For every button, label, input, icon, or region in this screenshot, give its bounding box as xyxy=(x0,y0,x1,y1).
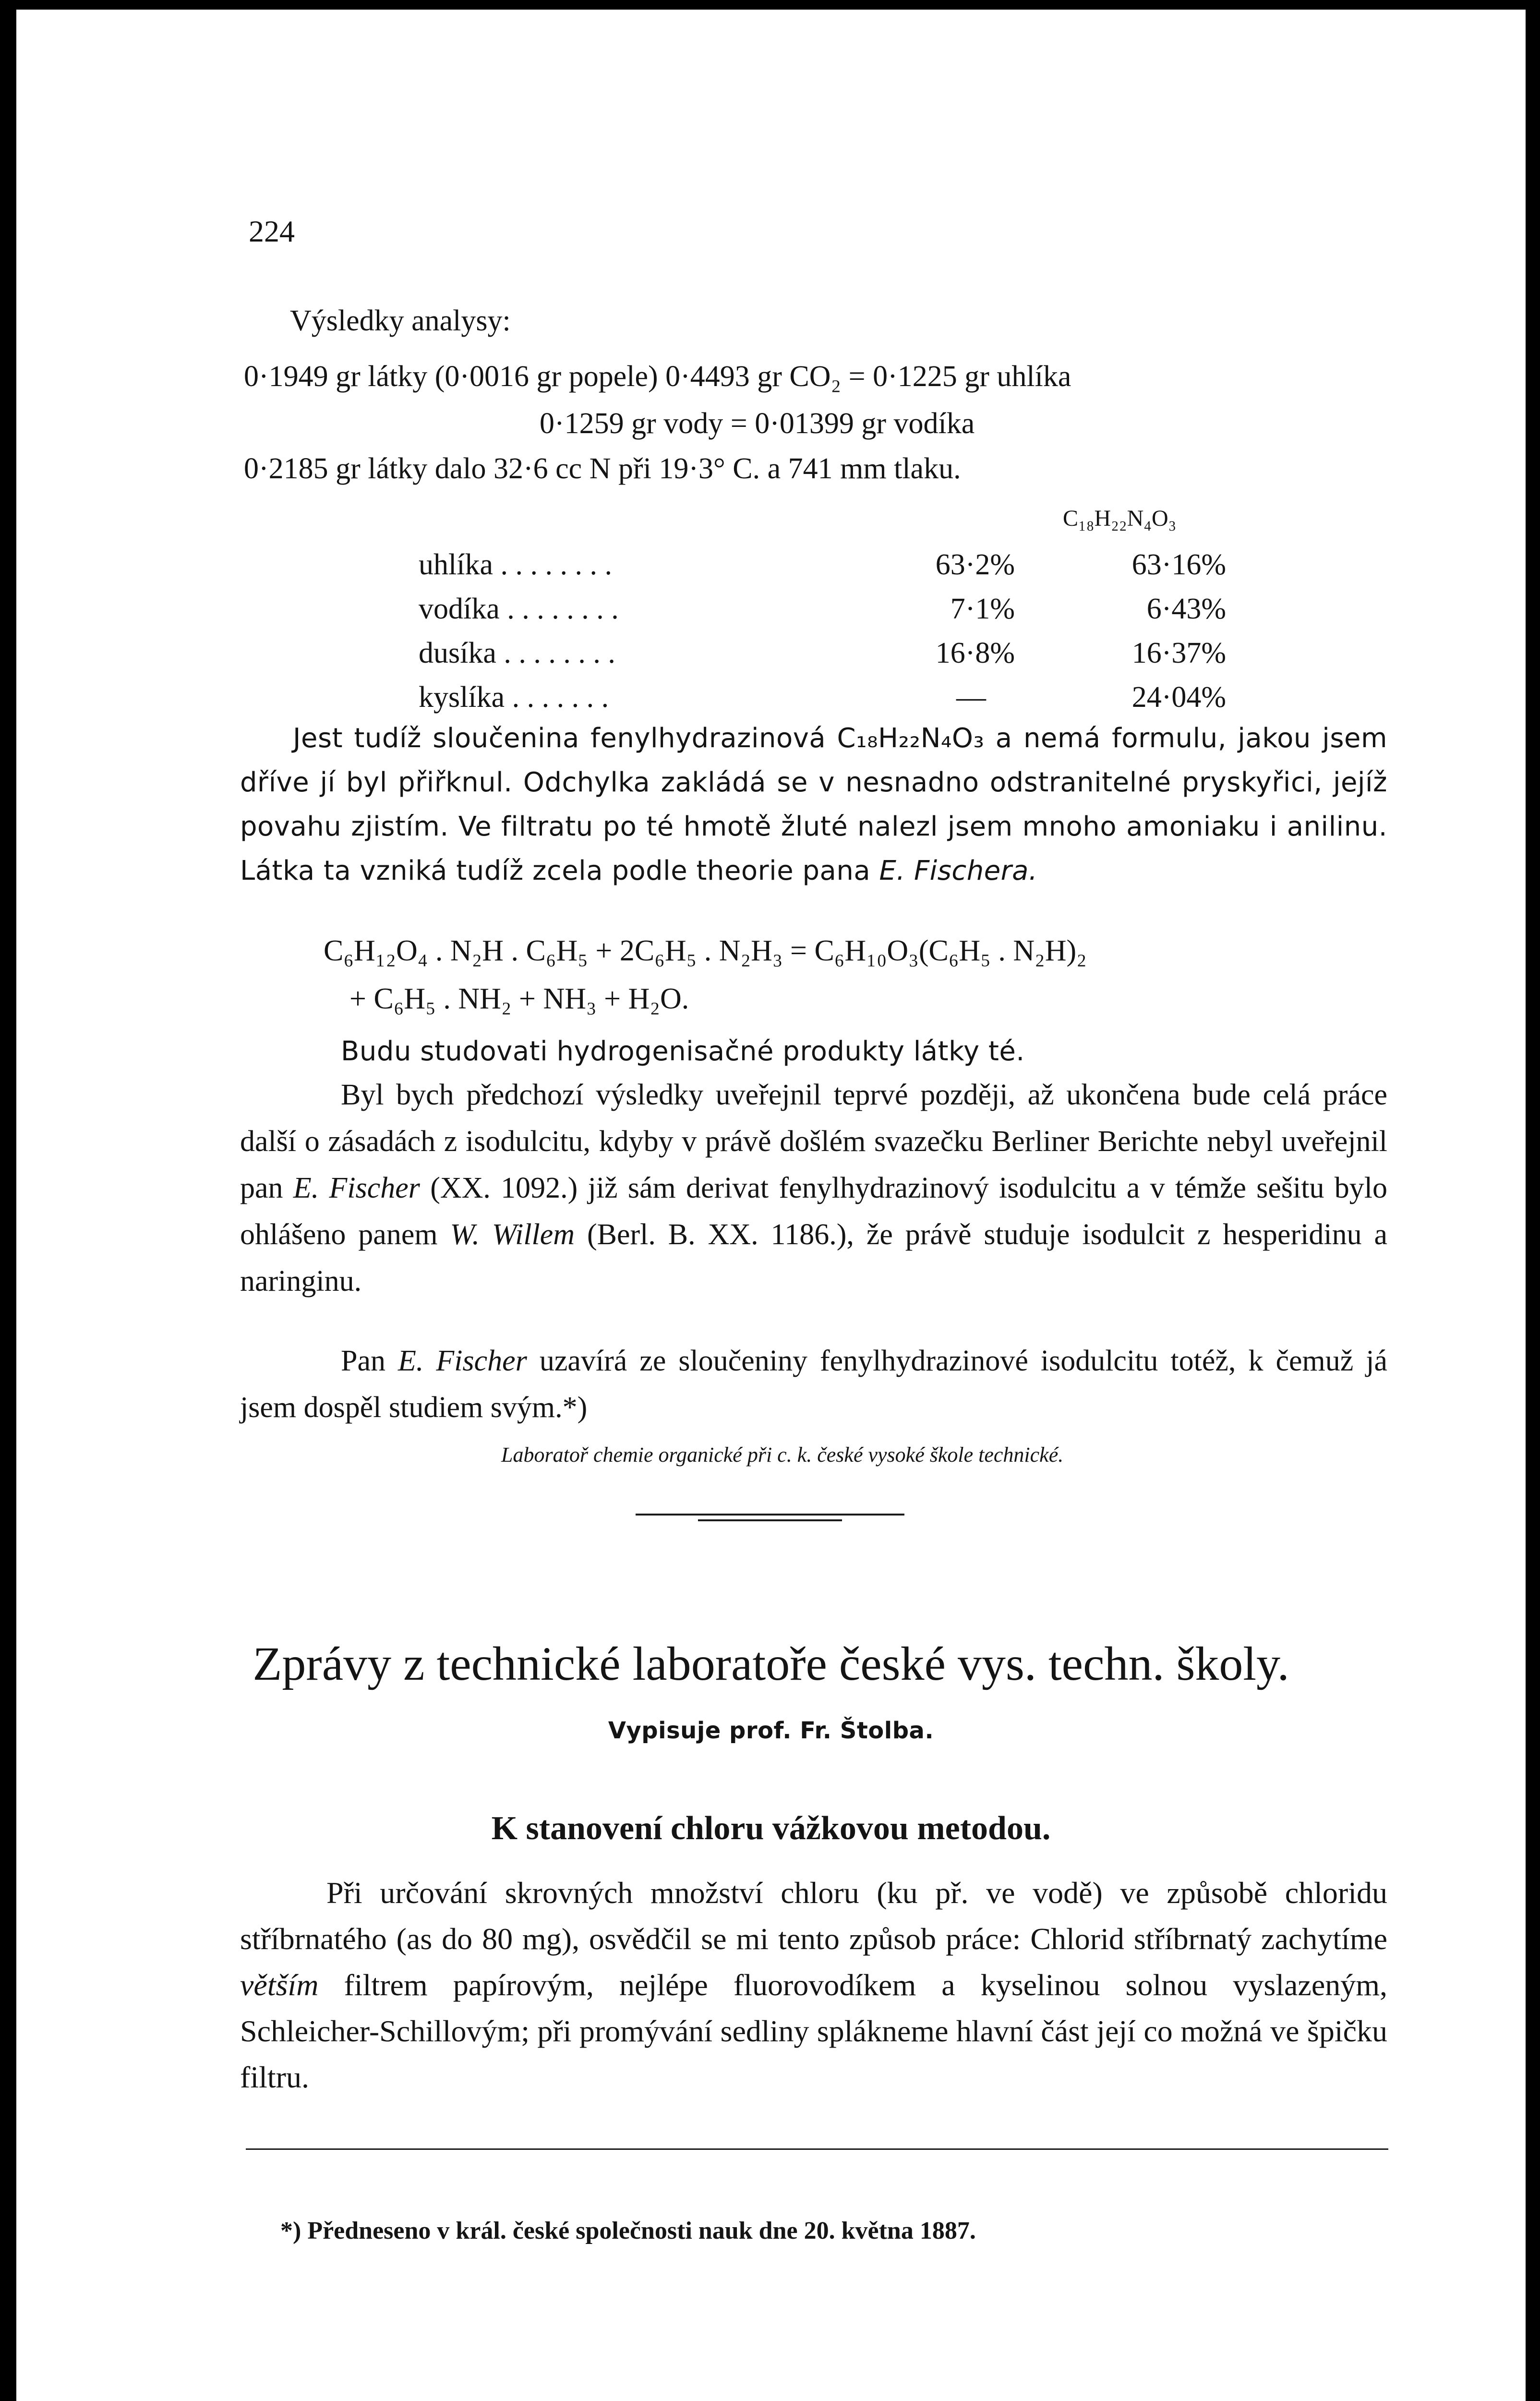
section-byline: Vypisuje prof. Fr. Štolba. xyxy=(608,1717,934,1744)
formula-header: C₁₈H₂₂N₄O₃ xyxy=(1063,506,1177,531)
row-found: 7·1% xyxy=(950,593,1015,625)
paragraph-compound: Jest tudíž sloučenina fenylhydrazinová C₁₈H₂₂N₄O₃ a nemá formulu, jakou jsem dříve jí byl přiřknul. Odchylka zakládá se v nesnadno odstranitelné pryskyřici, jejíž povahu zjistím. Ve filtratu po té hmotě žluté nalezl jsem mnoho amoniaku i anilinu. Látka ta vzniká tudíž zcela podle theorie pana E. Fischera. xyxy=(240,723,1387,886)
results-line-3: 0·2185 gr látky dalo 32·6 cc N při 19·3° C. a 741 mm tlaku. xyxy=(244,452,961,485)
author-w-willem: W. Willem xyxy=(450,1218,575,1251)
row-label: dusíka . . . . . . . . xyxy=(419,637,615,669)
book-page xyxy=(16,10,1526,2401)
paragraph-future-work: Budu studovati hydrogenisačné produkty látky té. xyxy=(341,1036,1025,1067)
results-line-1: 0·1949 gr látky (0·0016 gr popele) 0·4493 gr CO₂ = 0·1225 gr uhlíka xyxy=(244,360,1071,393)
row-label: uhlíka . . . . . . . . xyxy=(419,548,612,581)
divider-line xyxy=(636,1514,904,1516)
paragraph-conclusion: Pan E. Fischer uzavírá ze sloučeniny fenylhydrazinové isodulcitu totéž, k čemuž já jsem dospěl studiem svým.*) xyxy=(240,1345,1388,1424)
author-e-fischer: E. Fischer xyxy=(293,1172,420,1204)
author-fischer: E. Fischera. xyxy=(879,855,1038,886)
footnote-rule xyxy=(246,2148,1388,2150)
row-label: kyslíka . . . . . . . xyxy=(419,681,609,714)
section-title: Zprávy z technické laboratoře české vys. techn. školy. xyxy=(253,1637,1289,1690)
paragraph-publication: Byl bych předchozí výsledky uveřejnil teprvé později, až ukončena bude celá práce další o zásadách z isodulcitu, kdyby v právě došlém svazečku Berliner Berichte nebyl uveřejnil pan E. Fischer (XX. 1092.) již sám derivat fenylhydrazinový isodulcitu a v témže sešitu bylo ohlášeno panem W. Willem (Berl. B. XX. 1186.), že právě studuje isodulcit z hesperidinu a naringinu. xyxy=(240,1079,1388,1298)
footnote: *) Předneseno v král. české společnosti nauk dne 20. května 1887. xyxy=(280,2217,976,2244)
row-found: 16·8% xyxy=(935,637,1015,669)
laboratory-signature: Laboratoř chemie organické při c. k. české vysoké škole technické. xyxy=(501,1443,1064,1467)
row-calc: 6·43% xyxy=(1146,593,1226,625)
results-heading: Výsledky analysy: xyxy=(290,304,511,337)
article-body: Při určování skrovných množství chloru (ku př. ve vodě) ve způsobě chloridu stříbrnatého (as do 80 mg), osvědčil se mi tento způsob práce: Chlorid stříbrnatý zachytíme větším filtrem papírovým, nejlépe fluorovodíkem a kyselinou solnou vyslazeným, Schleicher-Schillovým; při promývání sedliny splákneme hlavní část její co možná ve špičku filtru. xyxy=(240,1876,1387,2094)
row-found: — xyxy=(956,681,986,714)
equation-line-1: C₆H₁₂O₄ . N₂H . C₆H₅ + 2C₆H₅ . N₂H₃ = C₆H₁₀O₃(C₆H₅ . N₂H)₂ xyxy=(324,934,1087,967)
row-calc: 16·37% xyxy=(1131,637,1226,669)
article-title: K stanovení chloru vážkovou metodou. xyxy=(491,1810,1051,1847)
row-found: 63·2% xyxy=(935,548,1015,581)
row-calc: 63·16% xyxy=(1131,548,1226,581)
emphasis-word: větším xyxy=(240,1968,319,2002)
equation-line-2: + C₆H₅ . NH₂ + NH₃ + H₂O. xyxy=(349,982,689,1015)
results-line-2: 0·1259 gr vody = 0·01399 gr vodíka xyxy=(540,407,975,440)
row-label: vodíka . . . . . . . . xyxy=(419,593,619,625)
page-number: 224 xyxy=(249,214,295,248)
row-calc: 24·04% xyxy=(1131,681,1226,714)
author-fischer-2: E. Fischer xyxy=(398,1345,527,1377)
divider-line xyxy=(698,1519,842,1521)
